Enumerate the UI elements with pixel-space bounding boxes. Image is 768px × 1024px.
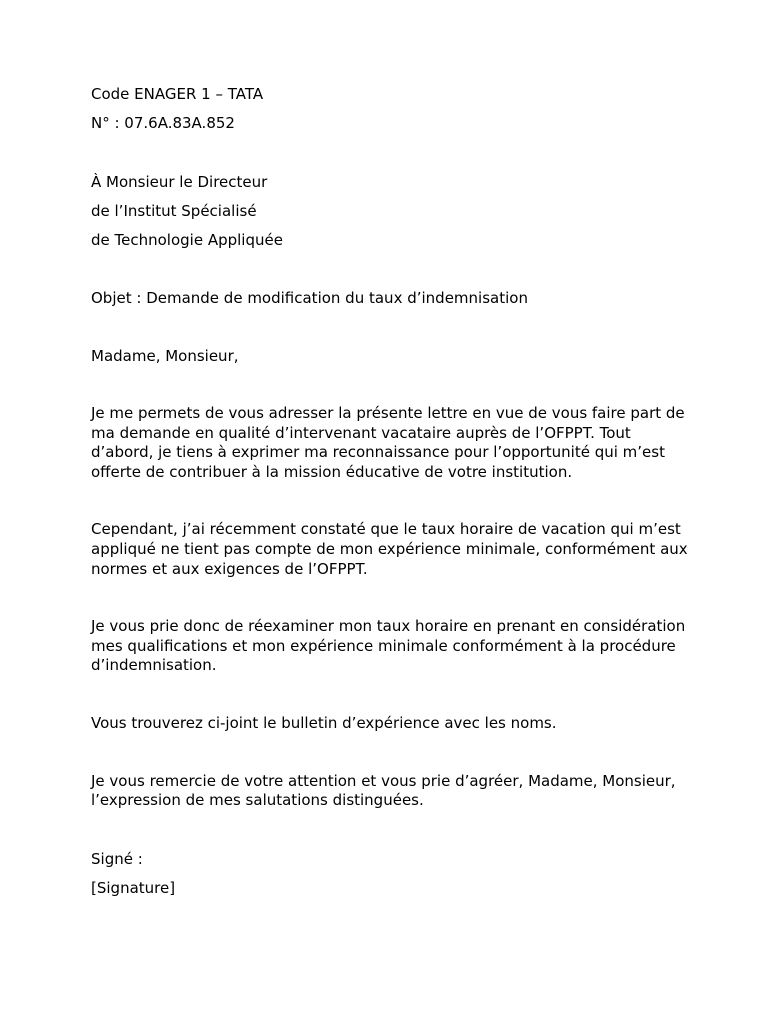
body-paragraph-2: Cependant, j’ai récemment constaté que le taux horaire de vacation qui m’est appliqué ne tient pas compte de mon expérience minimale, conformément aux normes et aux exigences de l’OFPPT. (91, 520, 688, 578)
recipient-line-1: À Monsieur le Directeur (91, 173, 268, 191)
body-paragraph-5: Je vous remercie de votre attention et vous prie d’agréer, Madame, Monsieur, l’expression de mes salutations distinguées. (91, 771, 676, 810)
body-paragraph-4: Vous trouverez ci-joint le bulletin d’expérience avec les noms. (91, 713, 557, 732)
letter-subject: Objet : Demande de modification du taux d’indemnisation (91, 289, 528, 307)
salutation: Madame, Monsieur, (91, 347, 239, 365)
recipient-line-3: de Technologie Appliquée (91, 231, 283, 249)
reference-number: N° : 07.6A.83A.852 (91, 114, 235, 132)
letter-page (91, 84, 691, 898)
body-paragraph-3: Je vous prie donc de réexaminer mon taux horaire en prenant en considération mes qualifications et mon expérience minimale conformément à la procédure d’indemnisation. (91, 617, 686, 675)
signed-label: Signé : (91, 849, 143, 868)
signature-placeholder: [Signature] (91, 878, 176, 897)
body-paragraph-1: Je me permets de vous adresser la présente lettre en vue de vous faire part de ma demande en qualité d’intervenant vacataire auprès de l’OFPPT. Tout d’abord, je tiens à exprimer ma reconnaissance pour l’opportunité qui m’est offerte de contribuer à la mission éducative de votre institution. (91, 404, 685, 481)
reference-code: Code ENAGER 1 – TATA (91, 85, 264, 103)
recipient-line-2: de l’Institut Spécialisé (91, 202, 257, 220)
